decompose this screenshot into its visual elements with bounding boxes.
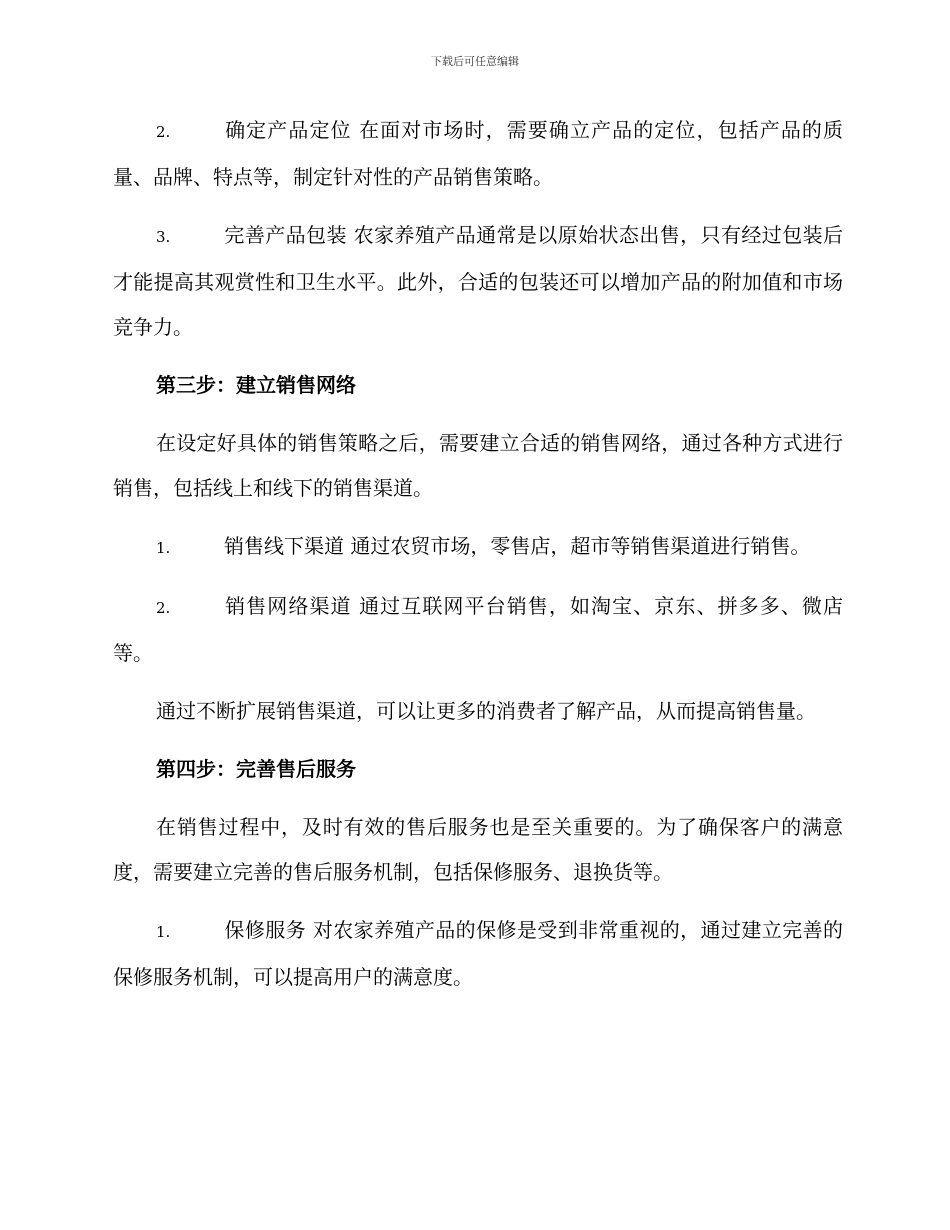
list-item-warranty — [113, 908, 843, 1000]
list-item-packaging — [113, 213, 843, 350]
list-item-title: 销售网络渠道 — [224, 594, 352, 618]
list-item-title: 完善产品包装 — [224, 223, 347, 247]
list-item-offline-channel — [113, 524, 843, 571]
page-header: 下载后可任意编辑 — [431, 55, 519, 68]
list-item-online-channel — [113, 584, 843, 676]
list-number: 3. — [156, 228, 171, 246]
paragraph-network-intro: 在设定好具体的销售策略之后，需要建立合适的销售网络，通过各种方式进行销售，包括线上和线下的销售渠道。 — [113, 431, 843, 500]
section-heading-step-three: 第三步：建立销售网络 — [156, 373, 356, 397]
list-number: 1. — [156, 539, 171, 557]
list-item-positioning — [113, 108, 843, 200]
paragraph-expand-channels: 通过不断扩展销售渠道，可以让更多的消费者了解产品，从而提高销售量。 — [156, 699, 816, 723]
list-number: 1. — [156, 923, 171, 941]
list-item-text: 对农家养殖产品的保修是受到非常重视的，通过建立完善的保修服务机制，可以提高用户的满意度。 — [113, 918, 844, 989]
list-item-text: 农家养殖产品通常是以原始状态出售，只有经过包装后才能提高其观赏性和卫生水平。此外，合适的包装还可以增加产品的附加值和市场竞争力。 — [113, 223, 844, 339]
list-item-text: 通过互联网平台销售，如淘宝、京东、拼多多、微店等。 — [113, 594, 844, 665]
list-item-title: 保修服务 — [224, 918, 307, 942]
list-item-title: 确定产品定位 — [224, 118, 352, 142]
section-heading-step-four: 第四步：完善售后服务 — [156, 757, 356, 781]
paragraph-after-sales-intro: 在销售过程中，及时有效的售后服务也是至关重要的。为了确保客户的满意度，需要建立完善的售后服务机制，包括保修服务、退换货等。 — [113, 815, 843, 884]
document-body — [113, 108, 843, 1000]
list-number: 2. — [156, 123, 171, 141]
list-item-text: 通过农贸市场，零售店，超市等销售渠道进行销售。 — [350, 534, 811, 558]
list-number: 2. — [156, 599, 171, 617]
list-item-text: 在面对市场时，需要确立产品的定位，包括产品的质量、品牌、特点等，制定针对性的产品销售策略。 — [113, 118, 844, 189]
list-item-title: 销售线下渠道 — [224, 534, 344, 558]
